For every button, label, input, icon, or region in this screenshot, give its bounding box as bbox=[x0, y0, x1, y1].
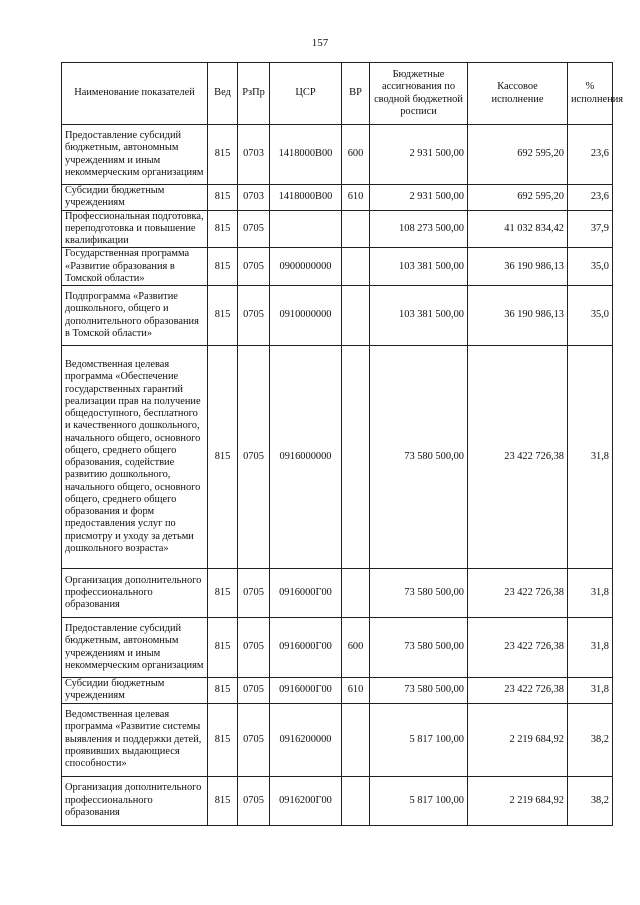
row-rzpr: 0705 bbox=[238, 703, 270, 776]
row-cash: 23 422 726,38 bbox=[468, 678, 568, 704]
row-ved: 815 bbox=[208, 185, 238, 211]
row-percent: 37,9 bbox=[568, 210, 613, 248]
row-rzpr: 0705 bbox=[238, 248, 270, 286]
row-vr bbox=[342, 703, 370, 776]
row-name: Ведомственная целевая программа «Развитие системы выявления и поддержки детей, проявивших выдающиеся способности» bbox=[62, 703, 208, 776]
row-csr: 0916000Г00 bbox=[270, 678, 342, 704]
row-percent: 23,6 bbox=[568, 185, 613, 211]
row-ved: 815 bbox=[208, 286, 238, 346]
row-cash: 36 190 986,13 bbox=[468, 286, 568, 346]
row-assignments: 73 580 500,00 bbox=[370, 569, 468, 618]
table-row bbox=[62, 346, 613, 569]
row-percent: 31,8 bbox=[568, 569, 613, 618]
row-name: Предоставление субсидий бюджетным, автономным учреждениям и иным некоммерческим организациям bbox=[62, 125, 208, 185]
row-name: Организация дополнительного профессионального образования bbox=[62, 776, 208, 825]
row-ved: 815 bbox=[208, 210, 238, 248]
table-row bbox=[62, 678, 613, 704]
row-name: Предоставление субсидий бюджетным, автономным учреждениям и иным некоммерческим организациям bbox=[62, 618, 208, 678]
row-vr: 600 bbox=[342, 618, 370, 678]
row-name: Государственная программа «Развитие образования в Томской области» bbox=[62, 248, 208, 286]
col-header-percent: % исполнения bbox=[568, 63, 613, 125]
row-rzpr: 0705 bbox=[238, 678, 270, 704]
row-assignments: 73 580 500,00 bbox=[370, 678, 468, 704]
row-cash: 692 595,20 bbox=[468, 185, 568, 211]
row-assignments: 108 273 500,00 bbox=[370, 210, 468, 248]
row-percent: 38,2 bbox=[568, 703, 613, 776]
row-csr: 0916000000 bbox=[270, 346, 342, 569]
row-ved: 815 bbox=[208, 703, 238, 776]
row-csr: 0910000000 bbox=[270, 286, 342, 346]
row-ved: 815 bbox=[208, 776, 238, 825]
row-csr: 1418000В00 bbox=[270, 125, 342, 185]
row-rzpr: 0703 bbox=[238, 185, 270, 211]
row-ved: 815 bbox=[208, 569, 238, 618]
row-rzpr: 0705 bbox=[238, 346, 270, 569]
row-assignments: 5 817 100,00 bbox=[370, 776, 468, 825]
col-header-cash: Кассовое исполнение bbox=[468, 63, 568, 125]
col-header-csr: ЦСР bbox=[270, 63, 342, 125]
row-vr bbox=[342, 569, 370, 618]
row-name: Субсидии бюджетным учреждениям bbox=[62, 185, 208, 211]
row-rzpr: 0705 bbox=[238, 286, 270, 346]
row-vr bbox=[342, 286, 370, 346]
row-vr: 610 bbox=[342, 678, 370, 704]
row-cash: 692 595,20 bbox=[468, 125, 568, 185]
row-name: Подпрограмма «Развитие дошкольного, общего и дополнительного образования в Томской области» bbox=[62, 286, 208, 346]
col-header-ved: Вед bbox=[208, 63, 238, 125]
row-assignments: 2 931 500,00 bbox=[370, 125, 468, 185]
table-row bbox=[62, 125, 613, 185]
row-ved: 815 bbox=[208, 248, 238, 286]
row-vr bbox=[342, 210, 370, 248]
row-vr bbox=[342, 776, 370, 825]
row-cash: 36 190 986,13 bbox=[468, 248, 568, 286]
row-vr bbox=[342, 248, 370, 286]
row-ved: 815 bbox=[208, 678, 238, 704]
row-rzpr: 0705 bbox=[238, 569, 270, 618]
col-header-assignments: Бюджетные ассигнования по сводной бюджетной росписи bbox=[370, 63, 468, 125]
row-name: Субсидии бюджетным учреждениям bbox=[62, 678, 208, 704]
row-cash: 23 422 726,38 bbox=[468, 618, 568, 678]
table-row bbox=[62, 569, 613, 618]
row-name: Ведомственная целевая программа «Обеспечение государственных гарантий реализации прав на получение общедоступного, бесплатного и качественного дошкольного, начального общего, основного общего, среднего общего образования, содействие развитию дошкольного, начального общего, основного общего, среднего общего образования и форм предоставления услуг по присмотру и уходу за детьми дошкольного возраста» bbox=[62, 346, 208, 569]
col-header-vr: ВР bbox=[342, 63, 370, 125]
row-cash: 2 219 684,92 bbox=[468, 703, 568, 776]
col-header-name: Наименование показателей bbox=[62, 63, 208, 125]
table-row bbox=[62, 703, 613, 776]
row-cash: 41 032 834,42 bbox=[468, 210, 568, 248]
row-assignments: 73 580 500,00 bbox=[370, 346, 468, 569]
row-assignments: 5 817 100,00 bbox=[370, 703, 468, 776]
row-percent: 35,0 bbox=[568, 286, 613, 346]
table-header-row bbox=[62, 63, 613, 125]
row-csr: 1418000В00 bbox=[270, 185, 342, 211]
table-row bbox=[62, 286, 613, 346]
row-assignments: 103 381 500,00 bbox=[370, 248, 468, 286]
row-percent: 31,8 bbox=[568, 618, 613, 678]
row-assignments: 103 381 500,00 bbox=[370, 286, 468, 346]
row-vr bbox=[342, 346, 370, 569]
table-row bbox=[62, 618, 613, 678]
row-cash: 23 422 726,38 bbox=[468, 346, 568, 569]
row-vr: 610 bbox=[342, 185, 370, 211]
table-row bbox=[62, 210, 613, 248]
row-percent: 31,8 bbox=[568, 346, 613, 569]
row-csr bbox=[270, 210, 342, 248]
row-csr: 0916200Г00 bbox=[270, 776, 342, 825]
row-rzpr: 0705 bbox=[238, 210, 270, 248]
row-percent: 31,8 bbox=[568, 678, 613, 704]
row-percent: 38,2 bbox=[568, 776, 613, 825]
row-cash: 2 219 684,92 bbox=[468, 776, 568, 825]
row-csr: 0900000000 bbox=[270, 248, 342, 286]
row-rzpr: 0705 bbox=[238, 776, 270, 825]
row-name: Организация дополнительного профессионального образования bbox=[62, 569, 208, 618]
budget-table bbox=[61, 62, 624, 826]
page-number: 157 bbox=[311, 37, 329, 49]
row-assignments: 2 931 500,00 bbox=[370, 185, 468, 211]
table-row bbox=[62, 776, 613, 825]
row-csr: 0916200000 bbox=[270, 703, 342, 776]
row-percent: 35,0 bbox=[568, 248, 613, 286]
row-ved: 815 bbox=[208, 618, 238, 678]
row-cash: 23 422 726,38 bbox=[468, 569, 568, 618]
col-header-rzpr: РзПр bbox=[238, 63, 270, 125]
row-csr: 0916000Г00 bbox=[270, 618, 342, 678]
row-ved: 815 bbox=[208, 346, 238, 569]
row-assignments: 73 580 500,00 bbox=[370, 618, 468, 678]
row-ved: 815 bbox=[208, 125, 238, 185]
row-vr: 600 bbox=[342, 125, 370, 185]
row-csr: 0916000Г00 bbox=[270, 569, 342, 618]
row-name: Профессиональная подготовка, переподготовка и повышение квалификации bbox=[62, 210, 208, 248]
row-percent: 23,6 bbox=[568, 125, 613, 185]
row-rzpr: 0703 bbox=[238, 125, 270, 185]
row-rzpr: 0705 bbox=[238, 618, 270, 678]
table-row bbox=[62, 185, 613, 211]
table-row bbox=[62, 248, 613, 286]
